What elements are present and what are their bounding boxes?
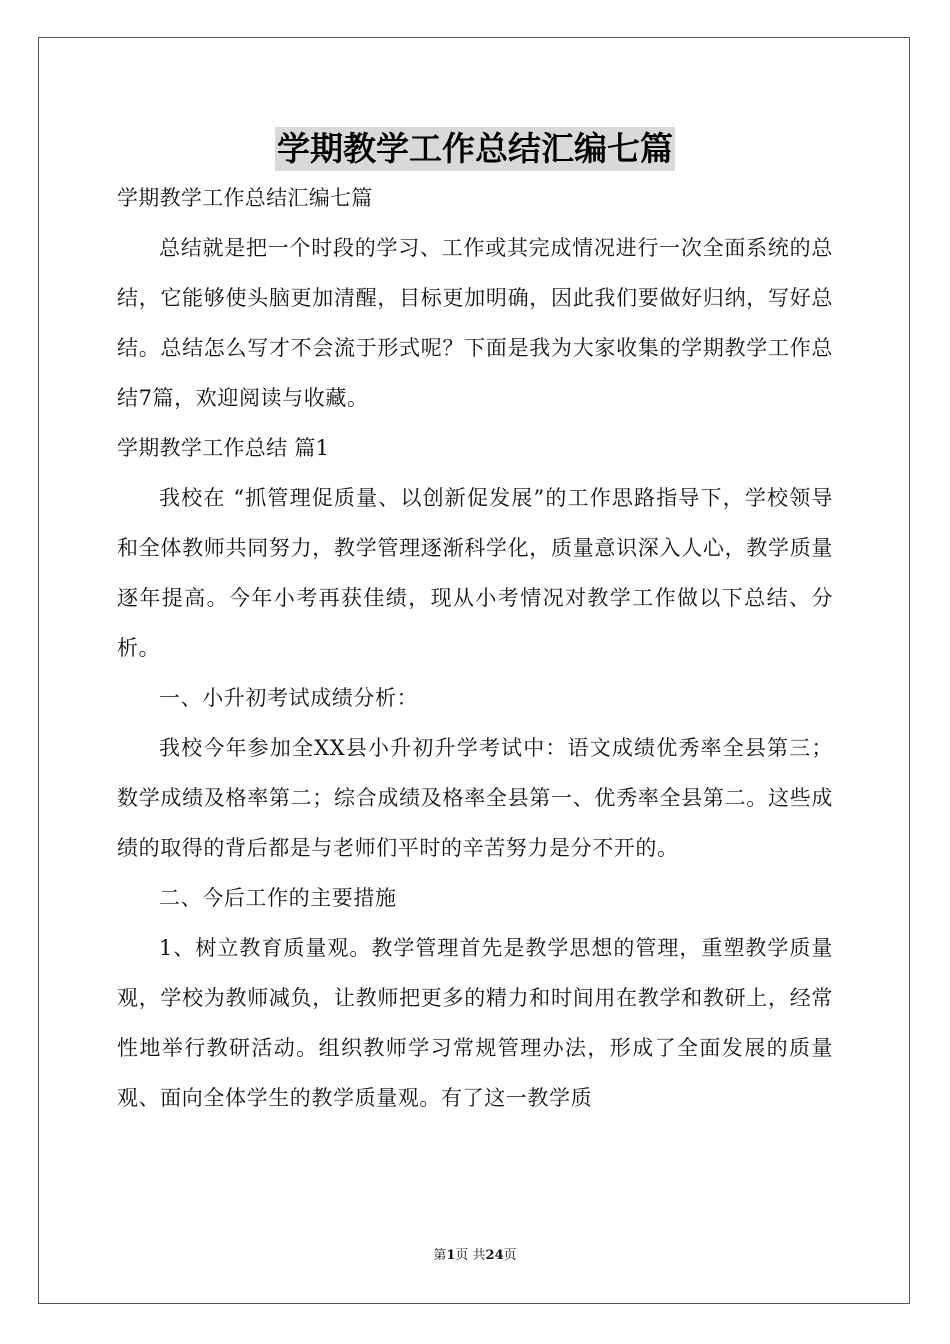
- paragraph-3: 1、树立教育质量观。教学管理首先是教学思想的管理，重塑教学质量观，学校为教师减负，让教师把更多的精力和时间用在教学和教研上，经常性地举行教研活动。组织教师学习常规管理办法，形成了全面发展的质量观、面向全体学生的教学质量观。有了这一教学质: [117, 936, 833, 1110]
- document-subtitle: 学期教学工作总结汇编七篇: [117, 186, 373, 210]
- document-title: 学期教学工作总结汇编七篇: [275, 127, 675, 171]
- paragraph-1: 我校在 “抓管理促质量、以创新促发展”的工作思路指导下，学校领导和全体教师共同努力，教学管理逐渐科学化，质量意识深入人心，教学质量逐年提高。今年小考再获佳绩，现从小考情况对教学工作做以下总结、分析。: [117, 486, 833, 660]
- intro-paragraph: 总结就是把一个时段的学习、工作或其完成情况进行一次全面系统的总结，它能够使头脑更加清醒，目标更加明确，因此我们要做好归纳，写好总结。总结怎么写才不会流于形式呢？下面是我为大家收集的学期教学工作总结7篇，欢迎阅读与收藏。: [117, 236, 833, 410]
- footer-prefix: 第: [433, 1248, 447, 1263]
- footer-page-current: 1: [446, 1248, 456, 1263]
- paragraph-2: 我校今年参加全XX县小升初升学考试中：语文成绩优秀率全县第三；数学成绩及格率第二；综合成绩及格率全县第一、优秀率全县第二。这些成绩的取得的背后都是与老师们平时的辛苦努力是分不开的。: [117, 736, 833, 860]
- footer-suffix: 页: [503, 1248, 517, 1263]
- section-heading: 学期教学工作总结 篇1: [117, 436, 330, 460]
- heading-measures: 二、今后工作的主要措施: [159, 886, 397, 910]
- footer-mid: 页 共: [455, 1248, 486, 1263]
- title-container: [0, 127, 950, 171]
- document-body: [117, 173, 833, 1123]
- heading-score-analysis: 一、小升初考试成绩分析：: [159, 686, 419, 710]
- footer-page-total: 24: [485, 1248, 504, 1263]
- page-footer: [0, 1246, 950, 1266]
